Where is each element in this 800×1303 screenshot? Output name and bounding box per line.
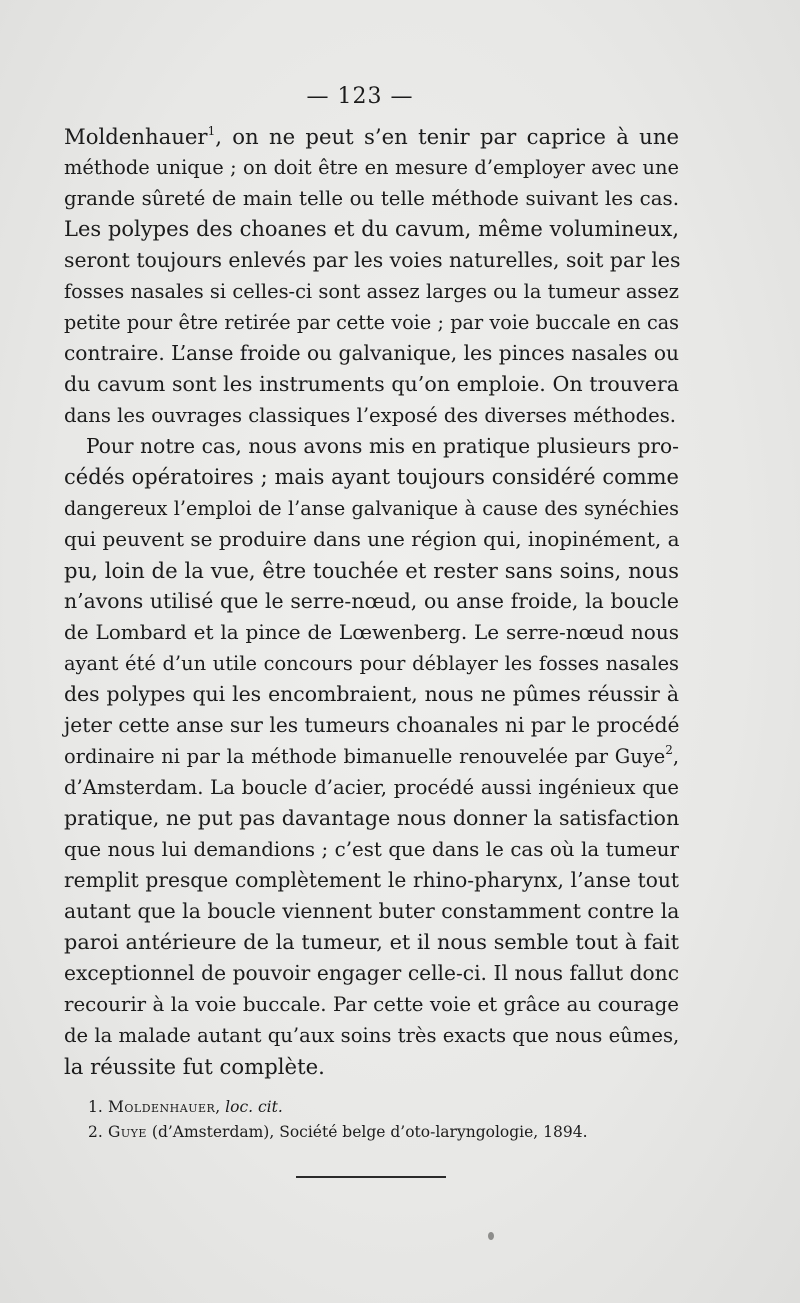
footnote-reference: loc. cit. — [225, 1098, 283, 1116]
end-rule — [296, 1176, 446, 1178]
text-line: fosses nasales si celles-ci sont assez larges ou la tumeur assez — [64, 280, 679, 303]
text-line: la réussite fut complète. — [64, 1054, 325, 1079]
text-line: dangereux l’emploi de l’anse galvanique à cause des synéchies — [64, 497, 679, 520]
footnote-author: Moldenhauer — [108, 1098, 216, 1116]
text-line: exceptionnel de pouvoir engager celle-ci. Il nous fallut donc — [64, 961, 679, 985]
footnote-number: 2. — [88, 1123, 103, 1141]
text-line: pratique, ne put pas davantage nous donner la satisfaction — [64, 806, 680, 830]
text-line: qui peuvent se produire dans une région qui, inopinément, a — [64, 527, 680, 551]
footnote-separator: , — [215, 1098, 226, 1116]
text-line: Les polypes des choanes et du cavum, même volumineux, — [64, 217, 679, 241]
text-line: recourir à la voie buccale. Par cette voie et grâce au courage — [64, 993, 679, 1016]
footnote-reference: (d’Amsterdam), Société belge d’oto-laryngologie, 1894. — [151, 1123, 588, 1141]
text-line: d’Amsterdam. La boucle d’acier, procédé aussi ingénieux que — [64, 776, 679, 799]
text-line: cédés opératoires ; mais ayant toujours considéré comme — [64, 465, 679, 489]
text-line: du cavum sont les instruments qu’on emploie. On trouvera — [64, 372, 679, 396]
text-line: autant que la boucle viennent buter constamment contre la — [64, 899, 680, 923]
text-line: jeter cette anse sur les tumeurs choanales ni par le procédé — [64, 713, 680, 737]
text-line: des polypes qui les encombraient, nous ne pûmes réussir à — [64, 682, 679, 706]
paragraph-2 — [64, 431, 679, 1082]
footnote-marker: 2 — [665, 743, 673, 757]
line-text: ordinaire ni par la méthode bimanuelle renouvelée par Guye — [64, 745, 666, 768]
text-line: contraire. L’anse froide ou galvanique, les pinces nasales ou — [64, 341, 679, 365]
footnote-number: 1. — [88, 1098, 103, 1116]
line-text: , on ne peut s’en tenir par caprice à une — [215, 124, 679, 149]
footnote-author: Guye — [108, 1123, 147, 1141]
text-line: petite pour être retirée par cette voie ; par voie buccale en cas — [64, 311, 679, 334]
text-line: n’avons utilisé que le serre-nœud, ou anse froide, la boucle — [64, 589, 679, 613]
line-text: Moldenhauer — [64, 124, 208, 149]
footnotes — [88, 1095, 688, 1145]
page-number: — 123 — — [306, 84, 414, 109]
text-line: de la malade autant qu’aux soins très exacts que nous eûmes, — [64, 1024, 680, 1047]
line-text: , — [672, 745, 679, 768]
footnote-1 — [88, 1095, 688, 1120]
text-line: de Lombard et la pince de Lœwenberg. Le serre-nœud nous — [64, 620, 679, 644]
text-line: seront toujours enlevés par les voies naturelles, soit par les — [64, 248, 681, 272]
text-line — [64, 741, 679, 772]
text-line: méthode unique ; on doit être en mesure d’employer avec une — [64, 156, 679, 179]
text-line — [64, 121, 679, 152]
text-line: pu, loin de la vue, être touchée et rester sans soins, nous — [64, 558, 679, 583]
text-line: dans les ouvrages classiques l’exposé des diverses méthodes. — [64, 404, 677, 427]
paragraph-1 — [64, 121, 679, 431]
text-line: ayant été d’un utile concours pour déblayer les fosses nasales — [64, 652, 679, 675]
text-line: grande sûreté de main telle ou telle méthode suivant les cas. — [64, 187, 679, 210]
footnote-2 — [88, 1120, 688, 1145]
body-text — [64, 121, 679, 1082]
text-line: Pour notre cas, nous avons mis en pratique plusieurs pro- — [86, 434, 679, 458]
text-line: paroi antérieure de la tumeur, et il nous semble tout à fait — [64, 930, 679, 954]
footnote-marker: 1 — [207, 124, 216, 138]
ink-speck — [488, 1232, 494, 1240]
text-line: que nous lui demandions ; c’est que dans le cas où la tumeur — [64, 838, 679, 861]
text-line: remplit presque complètement le rhino-pharynx, l’anse tout — [64, 868, 679, 892]
